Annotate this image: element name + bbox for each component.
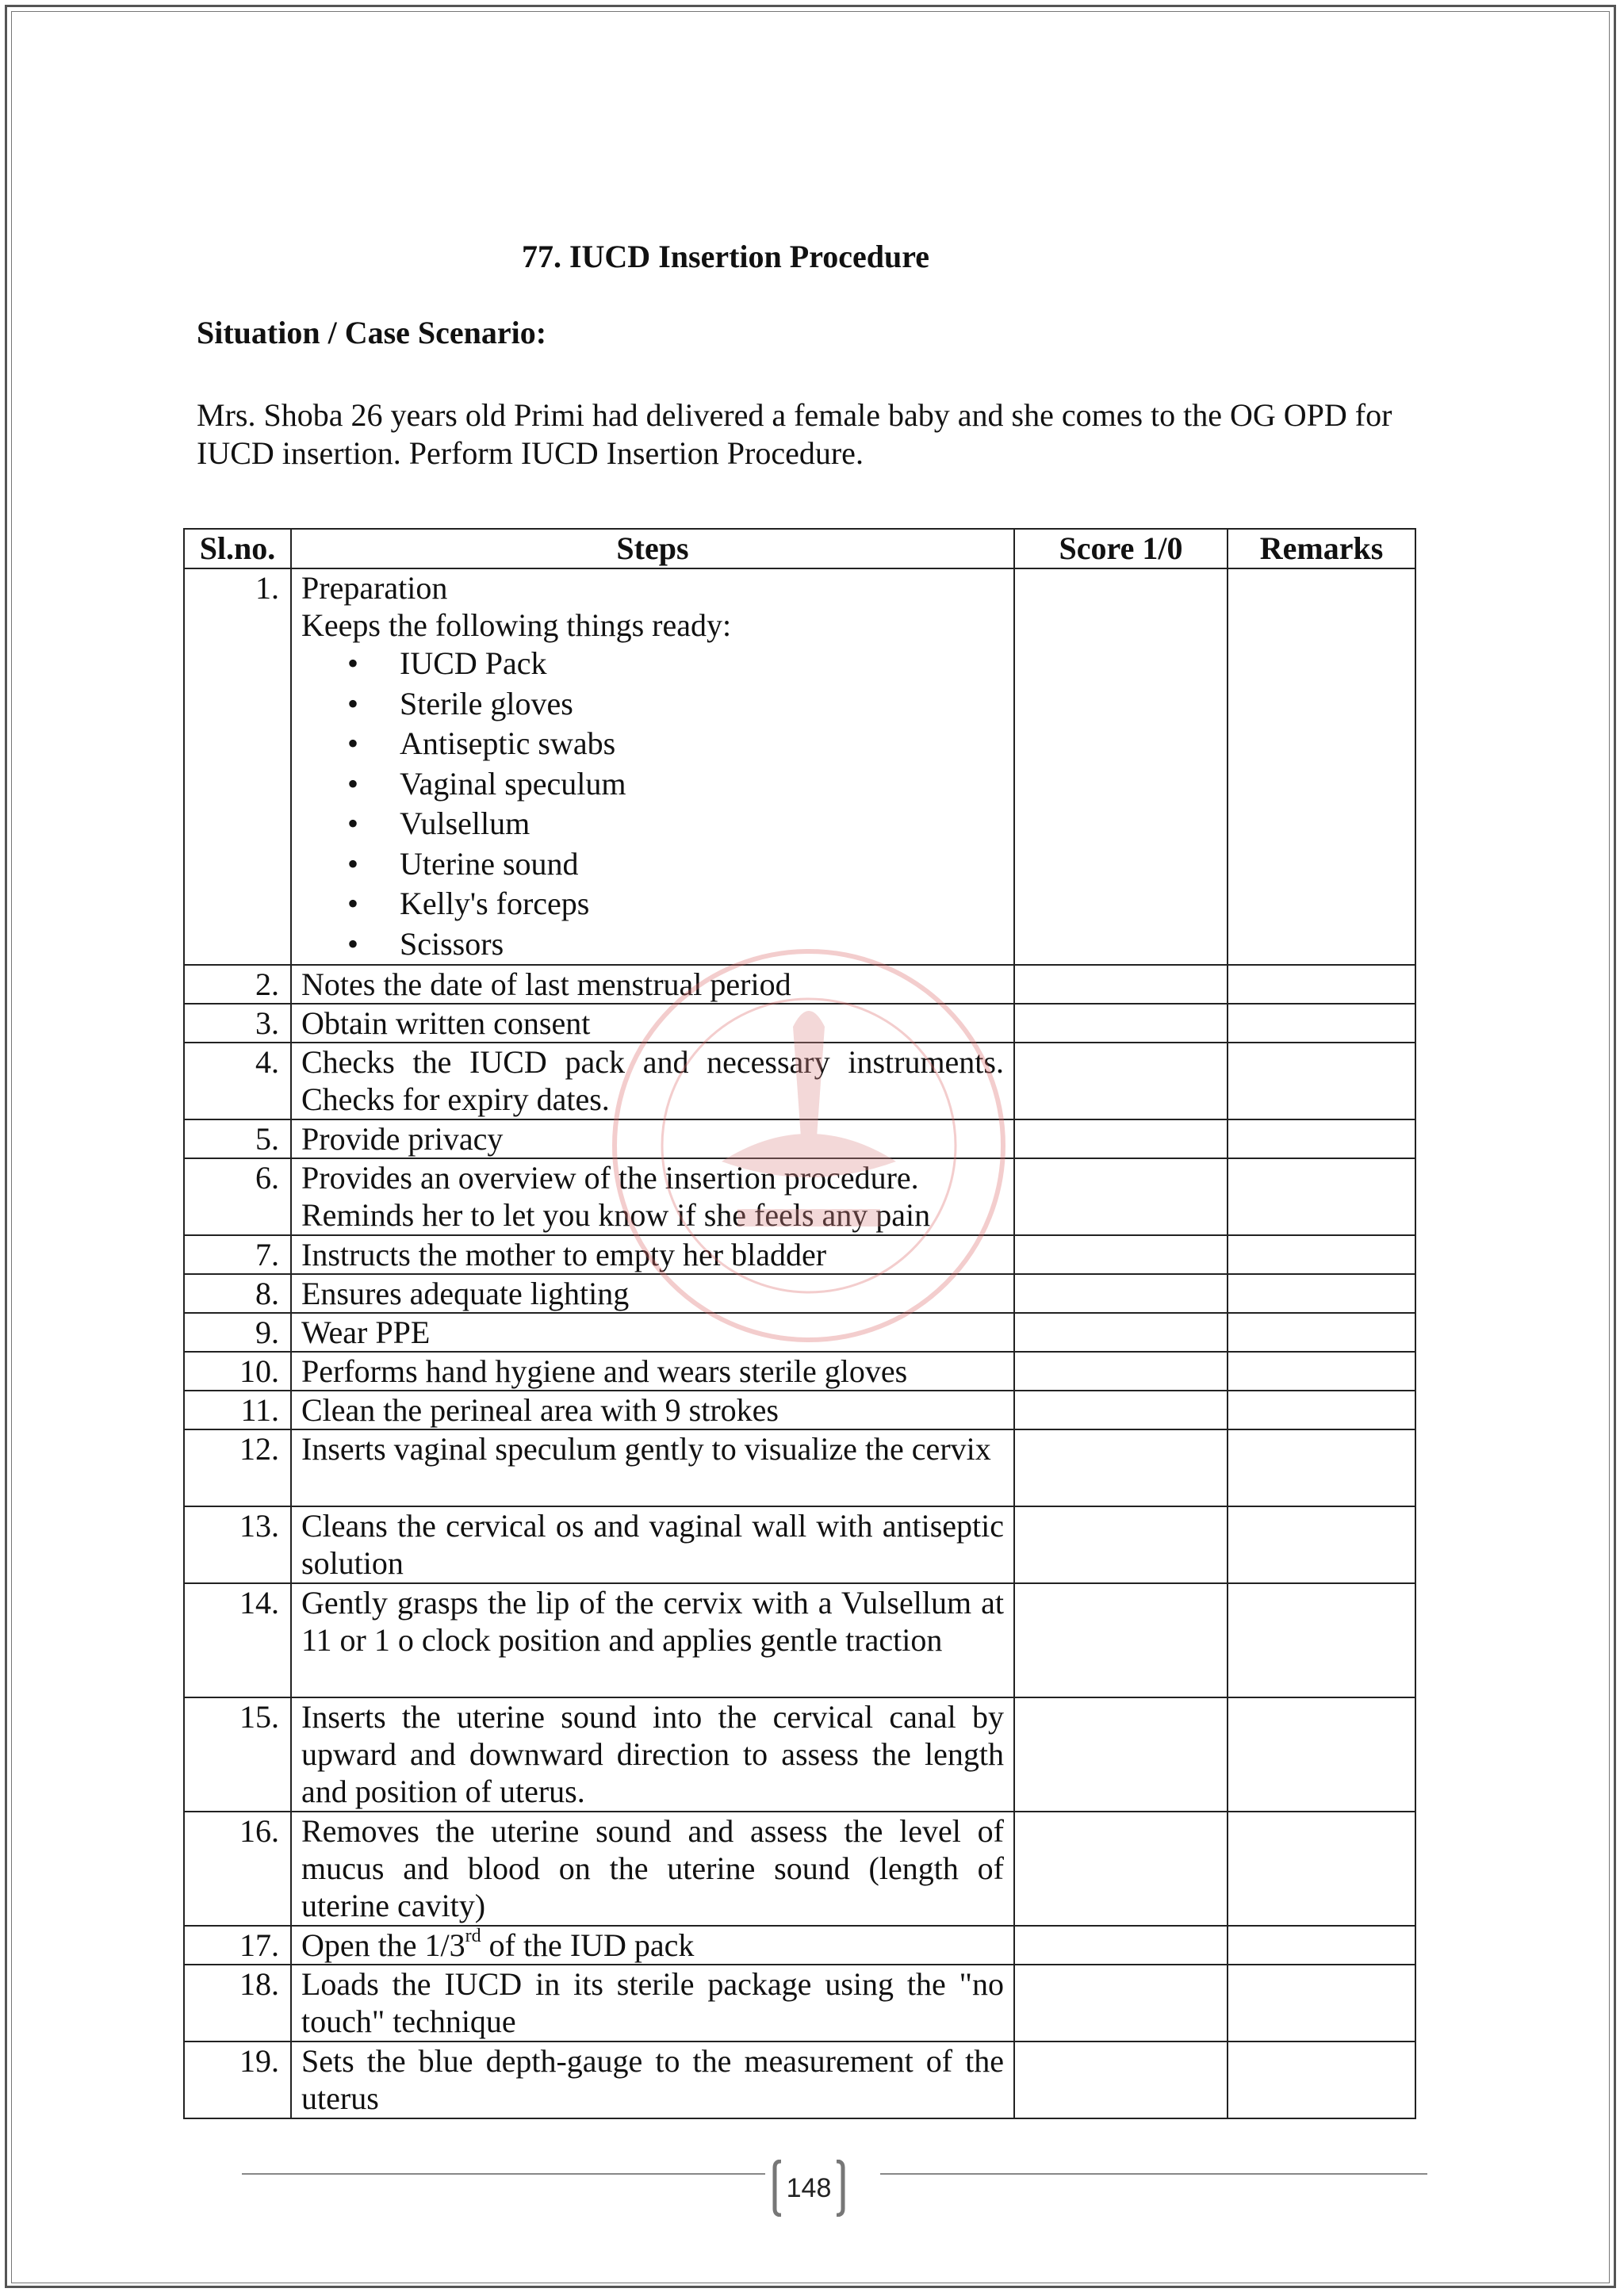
row-number: 3. — [184, 1004, 291, 1043]
table-row — [184, 1583, 1415, 1697]
row-number: 11. — [184, 1391, 291, 1429]
score-cell[interactable] — [1014, 1043, 1228, 1119]
score-cell[interactable] — [1014, 1274, 1228, 1313]
step-text: Ensures adequate lighting — [291, 1274, 1014, 1313]
step-text — [291, 568, 1014, 965]
table-row — [184, 2042, 1415, 2118]
remarks-cell[interactable] — [1228, 1313, 1415, 1352]
step-text: Inserts vaginal speculum gently to visualize the cervix — [291, 1429, 1014, 1506]
score-cell[interactable] — [1014, 1583, 1228, 1697]
remarks-cell[interactable] — [1228, 568, 1415, 965]
step-text: Cleans the cervical os and vaginal wall with antiseptic solution — [291, 1506, 1014, 1583]
table-row — [184, 1506, 1415, 1583]
remarks-cell[interactable] — [1228, 1583, 1415, 1697]
remarks-cell[interactable] — [1228, 1965, 1415, 2042]
table-row — [184, 568, 1415, 965]
table-row — [184, 1391, 1415, 1429]
remarks-cell[interactable] — [1228, 1274, 1415, 1313]
header-steps: Steps — [291, 529, 1014, 568]
remarks-cell[interactable] — [1228, 1429, 1415, 1506]
row-number: 1. — [184, 568, 291, 965]
header-slno: Sl.no. — [184, 529, 291, 568]
remarks-cell[interactable] — [1228, 1004, 1415, 1043]
score-cell[interactable] — [1014, 1697, 1228, 1812]
score-cell[interactable] — [1014, 568, 1228, 965]
score-cell[interactable] — [1014, 1313, 1228, 1352]
score-cell[interactable] — [1014, 1235, 1228, 1274]
score-cell[interactable] — [1014, 2042, 1228, 2118]
table-row — [184, 1697, 1415, 1812]
footer-rule-left — [242, 2173, 765, 2175]
remarks-cell[interactable] — [1228, 1352, 1415, 1391]
step-heading: Preparation — [301, 570, 448, 606]
section-heading: Situation / Case Scenario: — [197, 315, 547, 350]
remarks-cell[interactable] — [1228, 2042, 1415, 2118]
remarks-cell[interactable] — [1228, 1119, 1415, 1158]
table-row — [184, 1926, 1415, 1965]
remarks-cell[interactable] — [1228, 1506, 1415, 1583]
table-row — [184, 1812, 1415, 1926]
step-text: Removes the uterine sound and assess the level of mucus and blood on the uterine sound (length of uterine cavity) — [291, 1812, 1014, 1926]
score-cell[interactable] — [1014, 1004, 1228, 1043]
row-number: 13. — [184, 1506, 291, 1583]
case-scenario-text: Mrs. Shoba 26 years old Primi had delivered a female baby and she comes to the OG OPD for IUCD insertion. Perform IUCD Insertion Procedure. — [197, 397, 1392, 471]
row-number: 18. — [184, 1965, 291, 2042]
step-text: Checks the IUCD pack and necessary instruments. Checks for expiry dates. — [291, 1043, 1014, 1119]
remarks-cell[interactable] — [1228, 1158, 1415, 1235]
step-text: Notes the date of last menstrual period — [291, 965, 1014, 1004]
score-cell[interactable] — [1014, 1119, 1228, 1158]
table-header-row — [184, 529, 1415, 568]
step-text-post: of the IUD pack — [481, 1927, 695, 1963]
step-text: Gently grasps the lip of the cervix with a Vulsellum at 11 or 1 o clock position and applies gentle traction — [291, 1583, 1014, 1697]
score-cell[interactable] — [1014, 1506, 1228, 1583]
step-text: Provide privacy — [291, 1119, 1014, 1158]
step-subtext: Keeps the following things ready: — [301, 607, 732, 643]
remarks-cell[interactable] — [1228, 1697, 1415, 1812]
ordinal-suffix: rd — [465, 1925, 481, 1946]
remarks-cell[interactable] — [1228, 1235, 1415, 1274]
header-score: Score 1/0 — [1014, 529, 1228, 568]
step-text — [291, 1926, 1014, 1965]
page-title: 77. IUCD Insertion Procedure — [521, 239, 930, 274]
step-text-pre: Open the 1/3 — [301, 1927, 465, 1963]
table-row — [184, 1965, 1415, 2042]
score-cell[interactable] — [1014, 965, 1228, 1004]
row-number: 4. — [184, 1043, 291, 1119]
list-item: • Antiseptic swabs — [301, 724, 1004, 764]
footer-rule-right — [880, 2173, 1427, 2175]
header-remarks: Remarks — [1228, 529, 1415, 568]
step-text: Performs hand hygiene and wears sterile gloves — [291, 1352, 1014, 1391]
remarks-cell[interactable] — [1228, 965, 1415, 1004]
list-item: • Kelly's forceps — [301, 884, 1004, 924]
row-number: 9. — [184, 1313, 291, 1352]
score-cell[interactable] — [1014, 1352, 1228, 1391]
row-number: 12. — [184, 1429, 291, 1506]
table-row — [184, 1429, 1415, 1506]
remarks-cell[interactable] — [1228, 1926, 1415, 1965]
score-cell[interactable] — [1014, 1926, 1228, 1965]
step-text: Sets the blue depth-gauge to the measurement of the uterus — [291, 2042, 1014, 2118]
row-number: 6. — [184, 1158, 291, 1235]
score-cell[interactable] — [1014, 1965, 1228, 2042]
row-number: 14. — [184, 1583, 291, 1697]
list-item: • IUCD Pack — [301, 644, 1004, 684]
remarks-cell[interactable] — [1228, 1043, 1415, 1119]
score-cell[interactable] — [1014, 1391, 1228, 1429]
row-number: 16. — [184, 1812, 291, 1926]
row-number: 8. — [184, 1274, 291, 1313]
row-number: 17. — [184, 1926, 291, 1965]
list-item: • Uterine sound — [301, 844, 1004, 885]
score-cell[interactable] — [1014, 1812, 1228, 1926]
row-number: 2. — [184, 965, 291, 1004]
list-item: • Scissors — [301, 924, 1004, 965]
step-line: Reminds her to let you know if she feels any pain — [301, 1197, 931, 1233]
remarks-cell[interactable] — [1228, 1812, 1415, 1926]
score-cell[interactable] — [1014, 1429, 1228, 1506]
row-number: 5. — [184, 1119, 291, 1158]
step-text: Inserts the uterine sound into the cervical canal by upward and downward direction to assess the length and position of uterus. — [291, 1697, 1014, 1812]
score-cell[interactable] — [1014, 1158, 1228, 1235]
step-text: Wear PPE — [291, 1313, 1014, 1352]
row-number: 10. — [184, 1352, 291, 1391]
step-line: Provides an overview of the insertion procedure. — [301, 1160, 919, 1196]
remarks-cell[interactable] — [1228, 1391, 1415, 1429]
row-number: 15. — [184, 1697, 291, 1812]
step-text: Clean the perineal area with 9 strokes — [291, 1391, 1014, 1429]
emblem-watermark — [603, 924, 1015, 1368]
page-number — [765, 2160, 852, 2217]
list-item: • Vulsellum — [301, 804, 1004, 844]
list-item: • Vaginal speculum — [301, 764, 1004, 805]
step-text: Obtain written consent — [291, 1004, 1014, 1043]
step-text: Loads the IUCD in its sterile package using the "no touch" technique — [291, 1965, 1014, 2042]
list-item: • Sterile gloves — [301, 684, 1004, 725]
row-number: 7. — [184, 1235, 291, 1274]
supply-list — [301, 644, 1004, 964]
row-number: 19. — [184, 2042, 291, 2118]
page-number-text: 148 — [786, 2173, 832, 2203]
step-text: Instructs the mother to empty her bladder — [291, 1235, 1014, 1274]
